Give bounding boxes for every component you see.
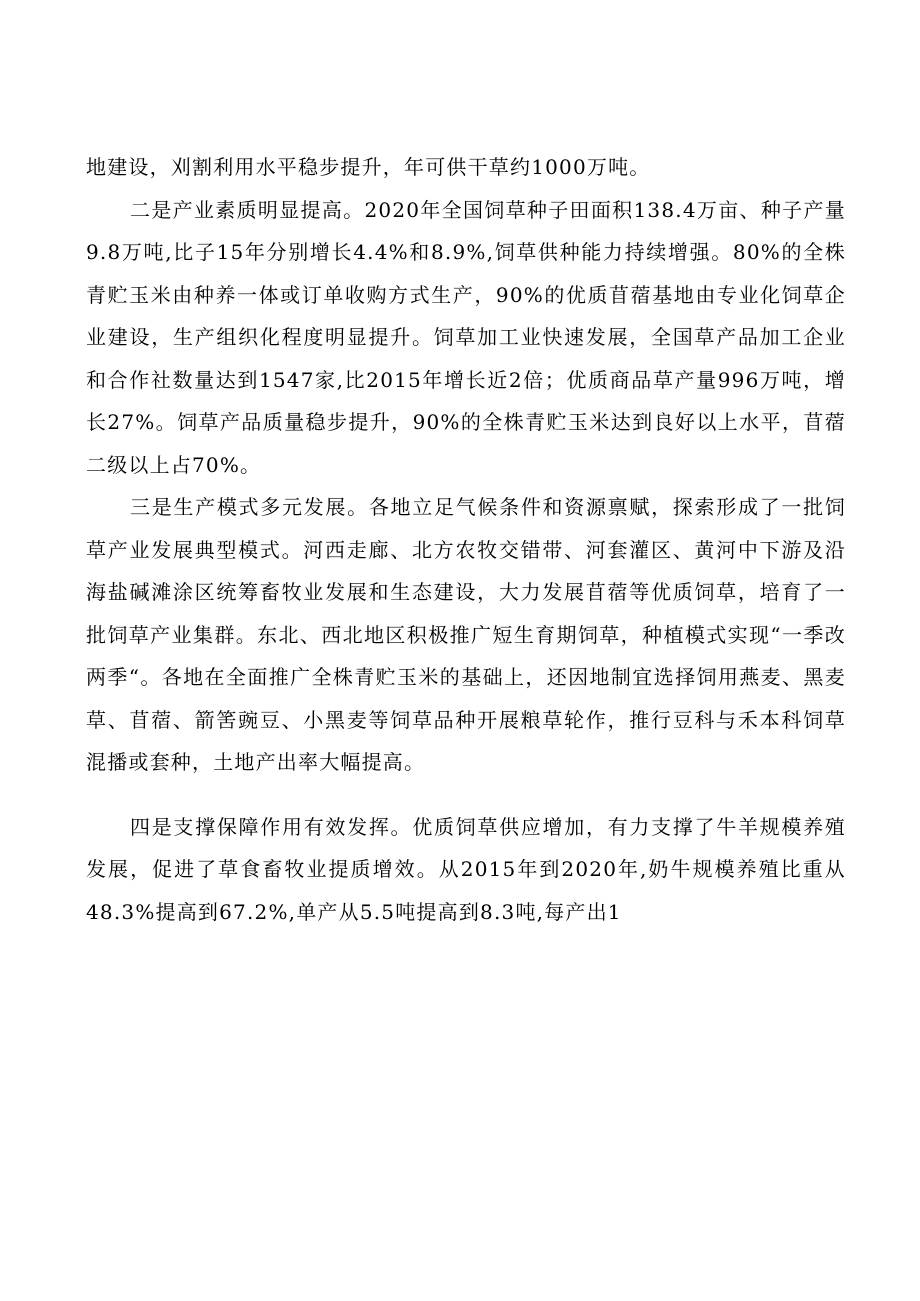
paragraph-support-role: 四是支撑保障作用有效发挥。优质饲草供应增加，有力支撑了牛羊规模养殖发展，促进了草食畜牧业提质增效。从2015年到2020年,奶牛规模养殖比重从48.3%提高到67.2%,单产从5.5吨提高到8.3吨,每产出1 <box>86 814 846 924</box>
paragraph-industry-quality: 二是产业素质明显提高。2020年全国饲草种子田面积138.4万亩、种子产量9.8万吨,比子15年分别增长4.4%和8.9%,饲草供种能力持续增强。80%的全株青贮玉米由种养一体或订单收购方式生产，90%的优质苜蓿基地由专业化饲草企业建设，生产组织化程度明显提升。饲草加工业快速发展，全国草产品加工企业和合作社数量达到1547家,比2015年增长近2倍；优质商品草产量996万吨，增长27%。饲草产品质量稳步提升，90%的全株青贮玉米达到良好以上水平，苜蓿二级以上占70%。 <box>86 197 846 477</box>
document-body <box>86 146 846 933</box>
paragraph-production-models: 三是生产模式多元发展。各地立足气候条件和资源禀赋，探索形成了一批饲草产业发展典型模式。河西走廊、北方农牧交错带、河套灌区、黄河中下游及沿海盐碱滩涂区统筹畜牧业发展和生态建设，大力发展苜蓿等优质饲草，培育了一批饲草产业集群。东北、西北地区积极推广短生育期饲草，种植模式实现“一季改两季“。各地在全面推广全株青贮玉米的基础上，还因地制宜选择饲用燕麦、黑麦草、苜蓿、箭筈豌豆、小黑麦等饲草品种开展粮草轮作，推行豆科与禾本科饲草混播或套种，土地产出率大幅提高。 <box>86 495 846 774</box>
paragraph-continuation: 地建设，刈割利用水平稳步提升，年可供干草约1000万吨。 <box>86 155 651 179</box>
